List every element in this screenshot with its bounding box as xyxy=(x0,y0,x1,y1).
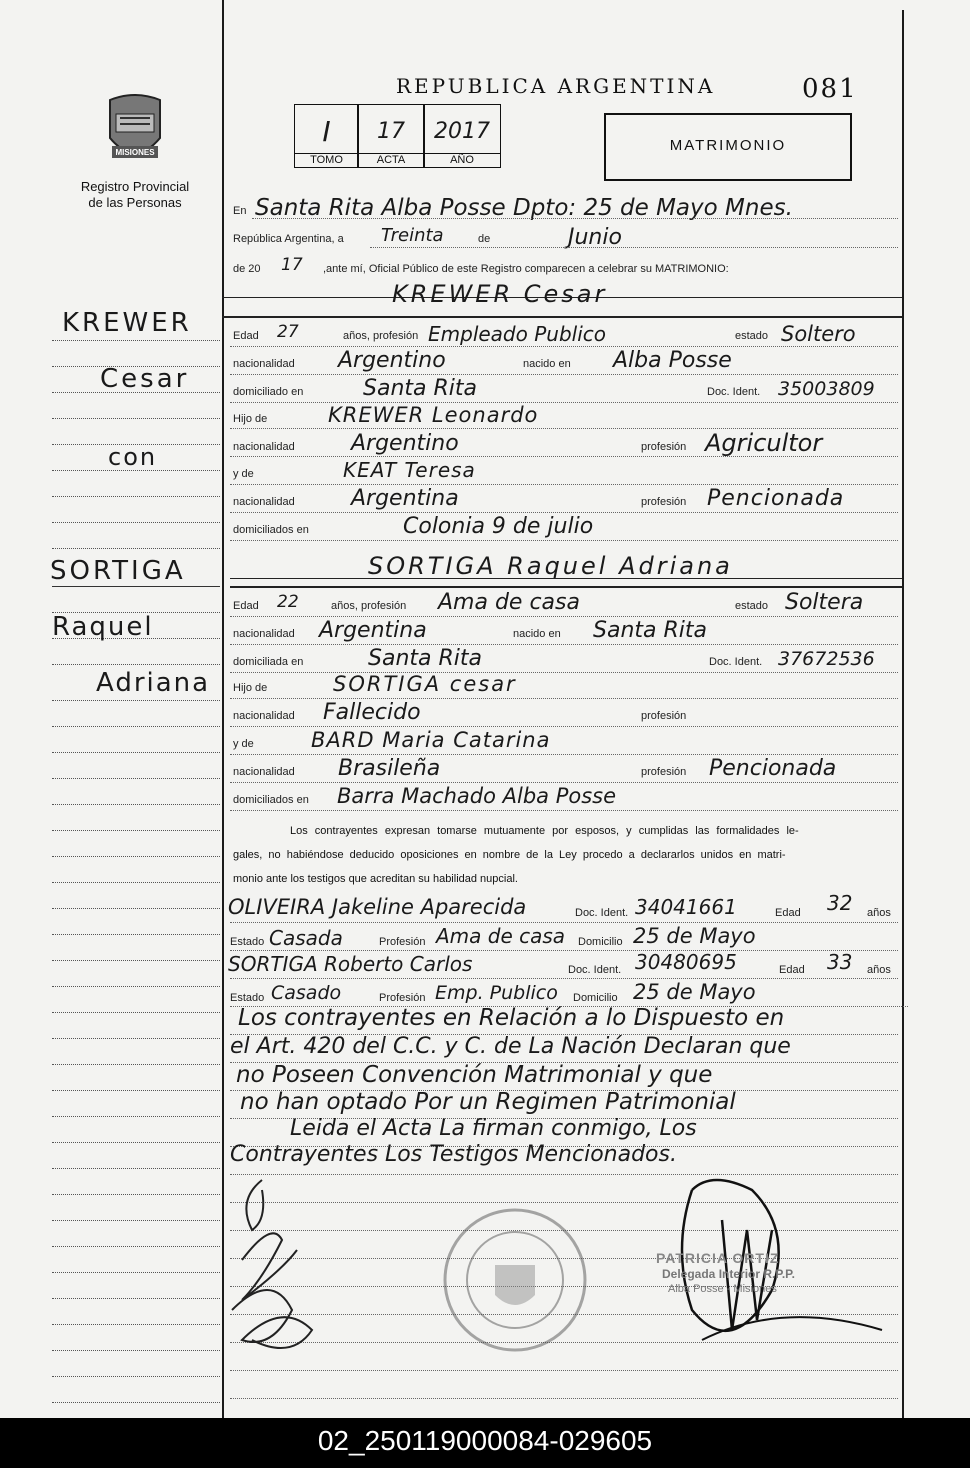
bride-mother-row xyxy=(233,730,901,754)
nacionalidad-label: nacionalidad xyxy=(233,766,295,778)
rule xyxy=(52,548,220,549)
bride-domicile: Santa Rita xyxy=(368,646,482,671)
tomo-box xyxy=(294,104,359,168)
province-seal-logo xyxy=(102,94,168,166)
profesion-label: profesión xyxy=(641,496,687,508)
estado-label: estado xyxy=(735,330,769,342)
rule xyxy=(230,754,898,755)
rule xyxy=(230,512,898,513)
rule xyxy=(252,218,898,219)
tomo-label: TOMO xyxy=(295,153,358,166)
ano-label: AÑO xyxy=(424,153,500,166)
rule xyxy=(230,978,898,979)
note-line-1: Los contrayentes en Relación a lo Dispuesto en xyxy=(238,1005,785,1031)
rule xyxy=(52,1298,220,1299)
bride-doc: 37672536 xyxy=(778,648,875,670)
bride-mother-profession: Pencionada xyxy=(709,756,837,781)
bride-age: 22 xyxy=(277,592,299,612)
rule xyxy=(230,346,898,347)
groom-age: 27 xyxy=(277,322,299,342)
profesion-label: profesión xyxy=(641,441,687,453)
domiciliados-label: domiciliados en xyxy=(233,794,309,806)
groom-nationality: Argentino xyxy=(338,348,446,373)
witness2-details-row xyxy=(230,980,901,1004)
rule xyxy=(230,484,898,485)
rule xyxy=(52,1090,220,1091)
rule xyxy=(52,1376,220,1377)
doc-ident-label: Doc. Ident. xyxy=(709,656,763,668)
bride-parents-domicile-row xyxy=(233,786,901,810)
sidebar-groom-surname: KREWER xyxy=(62,308,192,338)
anos-profesion-label: años, profesión xyxy=(343,330,419,342)
rule xyxy=(52,1220,220,1221)
edad-label: Edad xyxy=(779,964,805,976)
rule xyxy=(230,578,902,579)
rule xyxy=(230,782,898,783)
rule xyxy=(230,810,898,811)
edad-label: Edad xyxy=(775,907,801,919)
witness1-age: 32 xyxy=(827,891,853,915)
rule xyxy=(52,1142,220,1143)
seal-text: MISIONES xyxy=(115,148,155,157)
sidebar-bride-surname: SORTIGA xyxy=(50,556,186,586)
country-title: REPUBLICA ARGENTINA xyxy=(396,74,716,98)
intro-year-row xyxy=(233,255,901,279)
witness2-profession: Emp. Publico xyxy=(435,982,558,1004)
domiciliado-label: domiciliado en xyxy=(233,386,304,398)
witness1-domicile: 25 de Mayo xyxy=(633,924,756,948)
right-margin-line xyxy=(902,10,904,1418)
doc-ident-label: Doc. Ident. xyxy=(568,964,622,976)
rule xyxy=(52,778,220,779)
note-line-3: no Poseen Convención Matrimonial y que xyxy=(236,1062,713,1088)
profesion-label: profesión xyxy=(641,766,687,778)
estado-label: Estado xyxy=(230,992,265,1004)
witness2-name: SORTIGA Roberto Carlos xyxy=(228,952,473,976)
nacido-label: nacido en xyxy=(523,358,571,370)
witness1-row xyxy=(228,891,901,919)
hijo-label: Hijo de xyxy=(233,413,268,425)
rule xyxy=(222,316,902,318)
rule xyxy=(230,672,898,673)
groom-mother: KEAT Teresa xyxy=(343,458,476,482)
rule xyxy=(52,960,220,961)
stamp-name: PATRICIA ORTIZ xyxy=(656,1250,780,1266)
bride-father-nat-row xyxy=(233,702,901,726)
y-de-label: y de xyxy=(233,468,254,480)
estado-label: Estado xyxy=(230,936,265,948)
marriage-place: Santa Rita Alba Posse Dpto: 25 de Mayo Mnes. xyxy=(255,195,793,221)
profesion-label: Profesión xyxy=(379,992,426,1004)
rule xyxy=(52,586,220,587)
rule xyxy=(52,830,220,831)
nacionalidad-label: nacionalidad xyxy=(233,358,295,370)
domicilio-label: Domicilio xyxy=(578,936,623,948)
groom-father-row xyxy=(233,405,901,429)
sidebar-bride-name1: Raquel xyxy=(52,612,154,642)
sidebar-bride-name2: Adriana xyxy=(96,668,211,698)
bride-mother: BARD Maria Catarina xyxy=(311,728,551,752)
rule xyxy=(230,950,898,951)
groom-father-profession: Agricultor xyxy=(705,429,823,457)
note-line-5: Leida el Acta La firman conmigo, Los xyxy=(290,1116,697,1141)
note-line-2: el Art. 420 del C.C. y C. de La Nación Declaran que xyxy=(230,1034,791,1059)
rule xyxy=(52,726,220,727)
republica-label: República Argentina, a xyxy=(233,233,344,245)
groom-age-row xyxy=(233,322,901,346)
rule xyxy=(52,1168,220,1169)
declaration-line1: Los contrayentes expresan tomarse mutuamente por esposos, y cumplidas las formalidades le- xyxy=(290,825,799,837)
rule xyxy=(52,664,220,665)
edad-label: Edad xyxy=(233,600,259,612)
rule xyxy=(52,882,220,883)
official-round-seal xyxy=(440,1205,590,1355)
acta-label: ACTA xyxy=(358,153,424,166)
hijo-label: Hijo de xyxy=(233,682,268,694)
year-prefix: de 20 xyxy=(233,263,261,275)
domiciliada-label: domiciliada en xyxy=(233,656,304,668)
groom-father-nat-row xyxy=(233,429,901,457)
rule xyxy=(52,856,220,857)
marriage-day: Treinta xyxy=(381,225,444,246)
bride-nationality-row xyxy=(233,620,901,644)
bride-birthplace: Santa Rita xyxy=(593,618,707,643)
nacionalidad-label: nacionalidad xyxy=(233,441,295,453)
rule xyxy=(230,374,898,375)
rule xyxy=(52,1246,220,1247)
de-label: de xyxy=(478,233,491,245)
rule xyxy=(52,1194,220,1195)
y-de-label: y de xyxy=(233,738,254,750)
rule xyxy=(52,700,220,701)
marriage-month: Junio xyxy=(568,225,622,250)
rule xyxy=(52,1116,220,1117)
groom-doc: 35003809 xyxy=(778,378,875,400)
witness2-doc: 30480695 xyxy=(635,950,737,974)
bride-mother-nationality: Brasileña xyxy=(338,756,441,781)
rule xyxy=(52,418,220,419)
rule xyxy=(52,752,220,753)
record-type: MATRIMONIO xyxy=(669,137,787,154)
bride-father-row xyxy=(233,674,901,698)
folio-number: 081 xyxy=(802,74,858,104)
groom-domicile: Santa Rita xyxy=(363,376,477,401)
witness2-estado: Casado xyxy=(271,982,342,1004)
bride-mother-nat-row xyxy=(233,758,901,782)
intro-place-row xyxy=(233,195,901,219)
record-type-box xyxy=(604,113,852,181)
ante-text: ,ante mí, Oficial Público de este Registro comparecen a celebrar su MATRIMONIO: xyxy=(323,263,729,275)
groom-mother-nationality: Argentina xyxy=(351,486,459,511)
estado-label: estado xyxy=(735,600,769,612)
note-line-4: no han optado Por un Regimen Patrimonial xyxy=(240,1089,736,1115)
groom-mother-row xyxy=(233,460,901,484)
bride-father-nationality: Fallecido xyxy=(323,700,421,725)
rule xyxy=(52,522,220,523)
groom-father-nationality: Argentino xyxy=(351,431,459,456)
doc-ident-label: Doc. Ident. xyxy=(707,386,761,398)
domiciliados-label: domiciliados en xyxy=(233,524,309,536)
groom-estado: Soltero xyxy=(781,322,856,346)
domicilio-label: Domicilio xyxy=(573,992,618,1004)
nacido-label: nacido en xyxy=(513,628,561,640)
rule xyxy=(230,586,902,588)
rule xyxy=(52,1064,220,1065)
tomo-value: I xyxy=(322,115,331,148)
bride-domicile-row xyxy=(233,648,901,672)
nacionalidad-label: nacionalidad xyxy=(233,496,295,508)
edad-label: Edad xyxy=(233,330,259,342)
rule xyxy=(230,922,898,923)
rule xyxy=(230,540,898,541)
rule xyxy=(52,1350,220,1351)
nacionalidad-label: nacionalidad xyxy=(233,628,295,640)
declaration-line3: monio ante los testigos que acreditan su habilidad nupcial. xyxy=(233,873,518,885)
rule xyxy=(52,934,220,935)
year-suffix: 17 xyxy=(281,255,303,275)
witness2-row xyxy=(228,950,901,976)
groom-birthplace: Alba Posse xyxy=(613,348,732,373)
groom-nationality-row xyxy=(233,350,901,374)
witness1-doc: 34041661 xyxy=(635,895,737,919)
stamp-place: Alba Posse - Misiones xyxy=(668,1283,777,1295)
profesion-label: Profesión xyxy=(379,936,426,948)
rule xyxy=(230,456,898,457)
witness1-name: OLIVEIRA Jakeline Aparecida xyxy=(228,895,527,919)
note-line-6: Contrayentes Los Testigos Mencionados. xyxy=(230,1142,677,1167)
groom-profession: Empleado Publico xyxy=(428,322,606,346)
groom-parents-domicile: Colonia 9 de julio xyxy=(403,514,594,539)
sidebar-groom-name: Cesar xyxy=(100,364,190,394)
registry-name-line2: de las Personas xyxy=(88,195,182,210)
anos-label: años xyxy=(867,907,891,919)
document-id-footer: 02_250119000084-029605 xyxy=(0,1418,970,1468)
anos-profesion-label: años, profesión xyxy=(331,600,407,612)
en-label: En xyxy=(233,205,247,217)
rule xyxy=(52,1272,220,1273)
rule xyxy=(52,908,220,909)
bride-full-name: SORTIGA Raquel Adriana xyxy=(368,552,733,580)
bride-nationality: Argentina xyxy=(319,618,427,643)
witness2-domicile: 25 de Mayo xyxy=(633,980,756,1004)
declaration-line2: gales, no habiéndose deducido oposiciones en nombre de la Ley procedo a declararlos unidos en matri- xyxy=(233,849,786,861)
ano-box xyxy=(423,104,501,168)
anos-label: años xyxy=(867,964,891,976)
rule xyxy=(52,496,220,497)
stamp-title: Delegada Interior R.P.P. xyxy=(662,1267,795,1281)
sidebar-con: con xyxy=(108,443,158,471)
ano-value: 2017 xyxy=(434,119,490,144)
doc-ident-label: Doc. Ident. xyxy=(575,907,629,919)
acta-value: 17 xyxy=(377,119,405,144)
acta-box xyxy=(357,104,425,168)
rule xyxy=(370,247,898,248)
rule xyxy=(52,1402,220,1403)
witness1-profession: Ama de casa xyxy=(436,924,566,948)
bride-age-row xyxy=(233,592,901,616)
rule xyxy=(230,726,898,727)
groom-mother-nat-row xyxy=(233,488,901,512)
groom-domicile-row xyxy=(233,378,901,402)
intro-date-row xyxy=(233,225,901,249)
rule xyxy=(230,616,898,617)
groom-mother-profession: Pencionada xyxy=(707,486,845,511)
rule xyxy=(230,698,898,699)
witness1-details-row xyxy=(230,924,901,950)
nacionalidad-label: nacionalidad xyxy=(233,710,295,722)
bride-father: SORTIGA cesar xyxy=(333,672,517,696)
rule xyxy=(52,1012,220,1013)
bride-profession: Ama de casa xyxy=(438,590,580,615)
profesion-label: profesión xyxy=(641,710,687,722)
witness2-age: 33 xyxy=(827,950,853,974)
bride-estado: Soltera xyxy=(785,590,864,615)
groom-father: KREWER Leonardo xyxy=(328,403,539,427)
rule xyxy=(52,804,220,805)
witness1-estado: Casada xyxy=(269,926,343,950)
rule xyxy=(230,644,898,645)
bride-parents-domicile: Barra Machado Alba Posse xyxy=(337,784,617,808)
groom-full-name: KREWER Cesar xyxy=(392,280,608,308)
rule xyxy=(52,340,220,341)
rule xyxy=(52,986,220,987)
registry-name-line1: Registro Provincial xyxy=(80,179,190,194)
rule xyxy=(52,1324,220,1325)
groom-parents-domicile-row xyxy=(233,516,901,540)
rule xyxy=(52,1038,220,1039)
